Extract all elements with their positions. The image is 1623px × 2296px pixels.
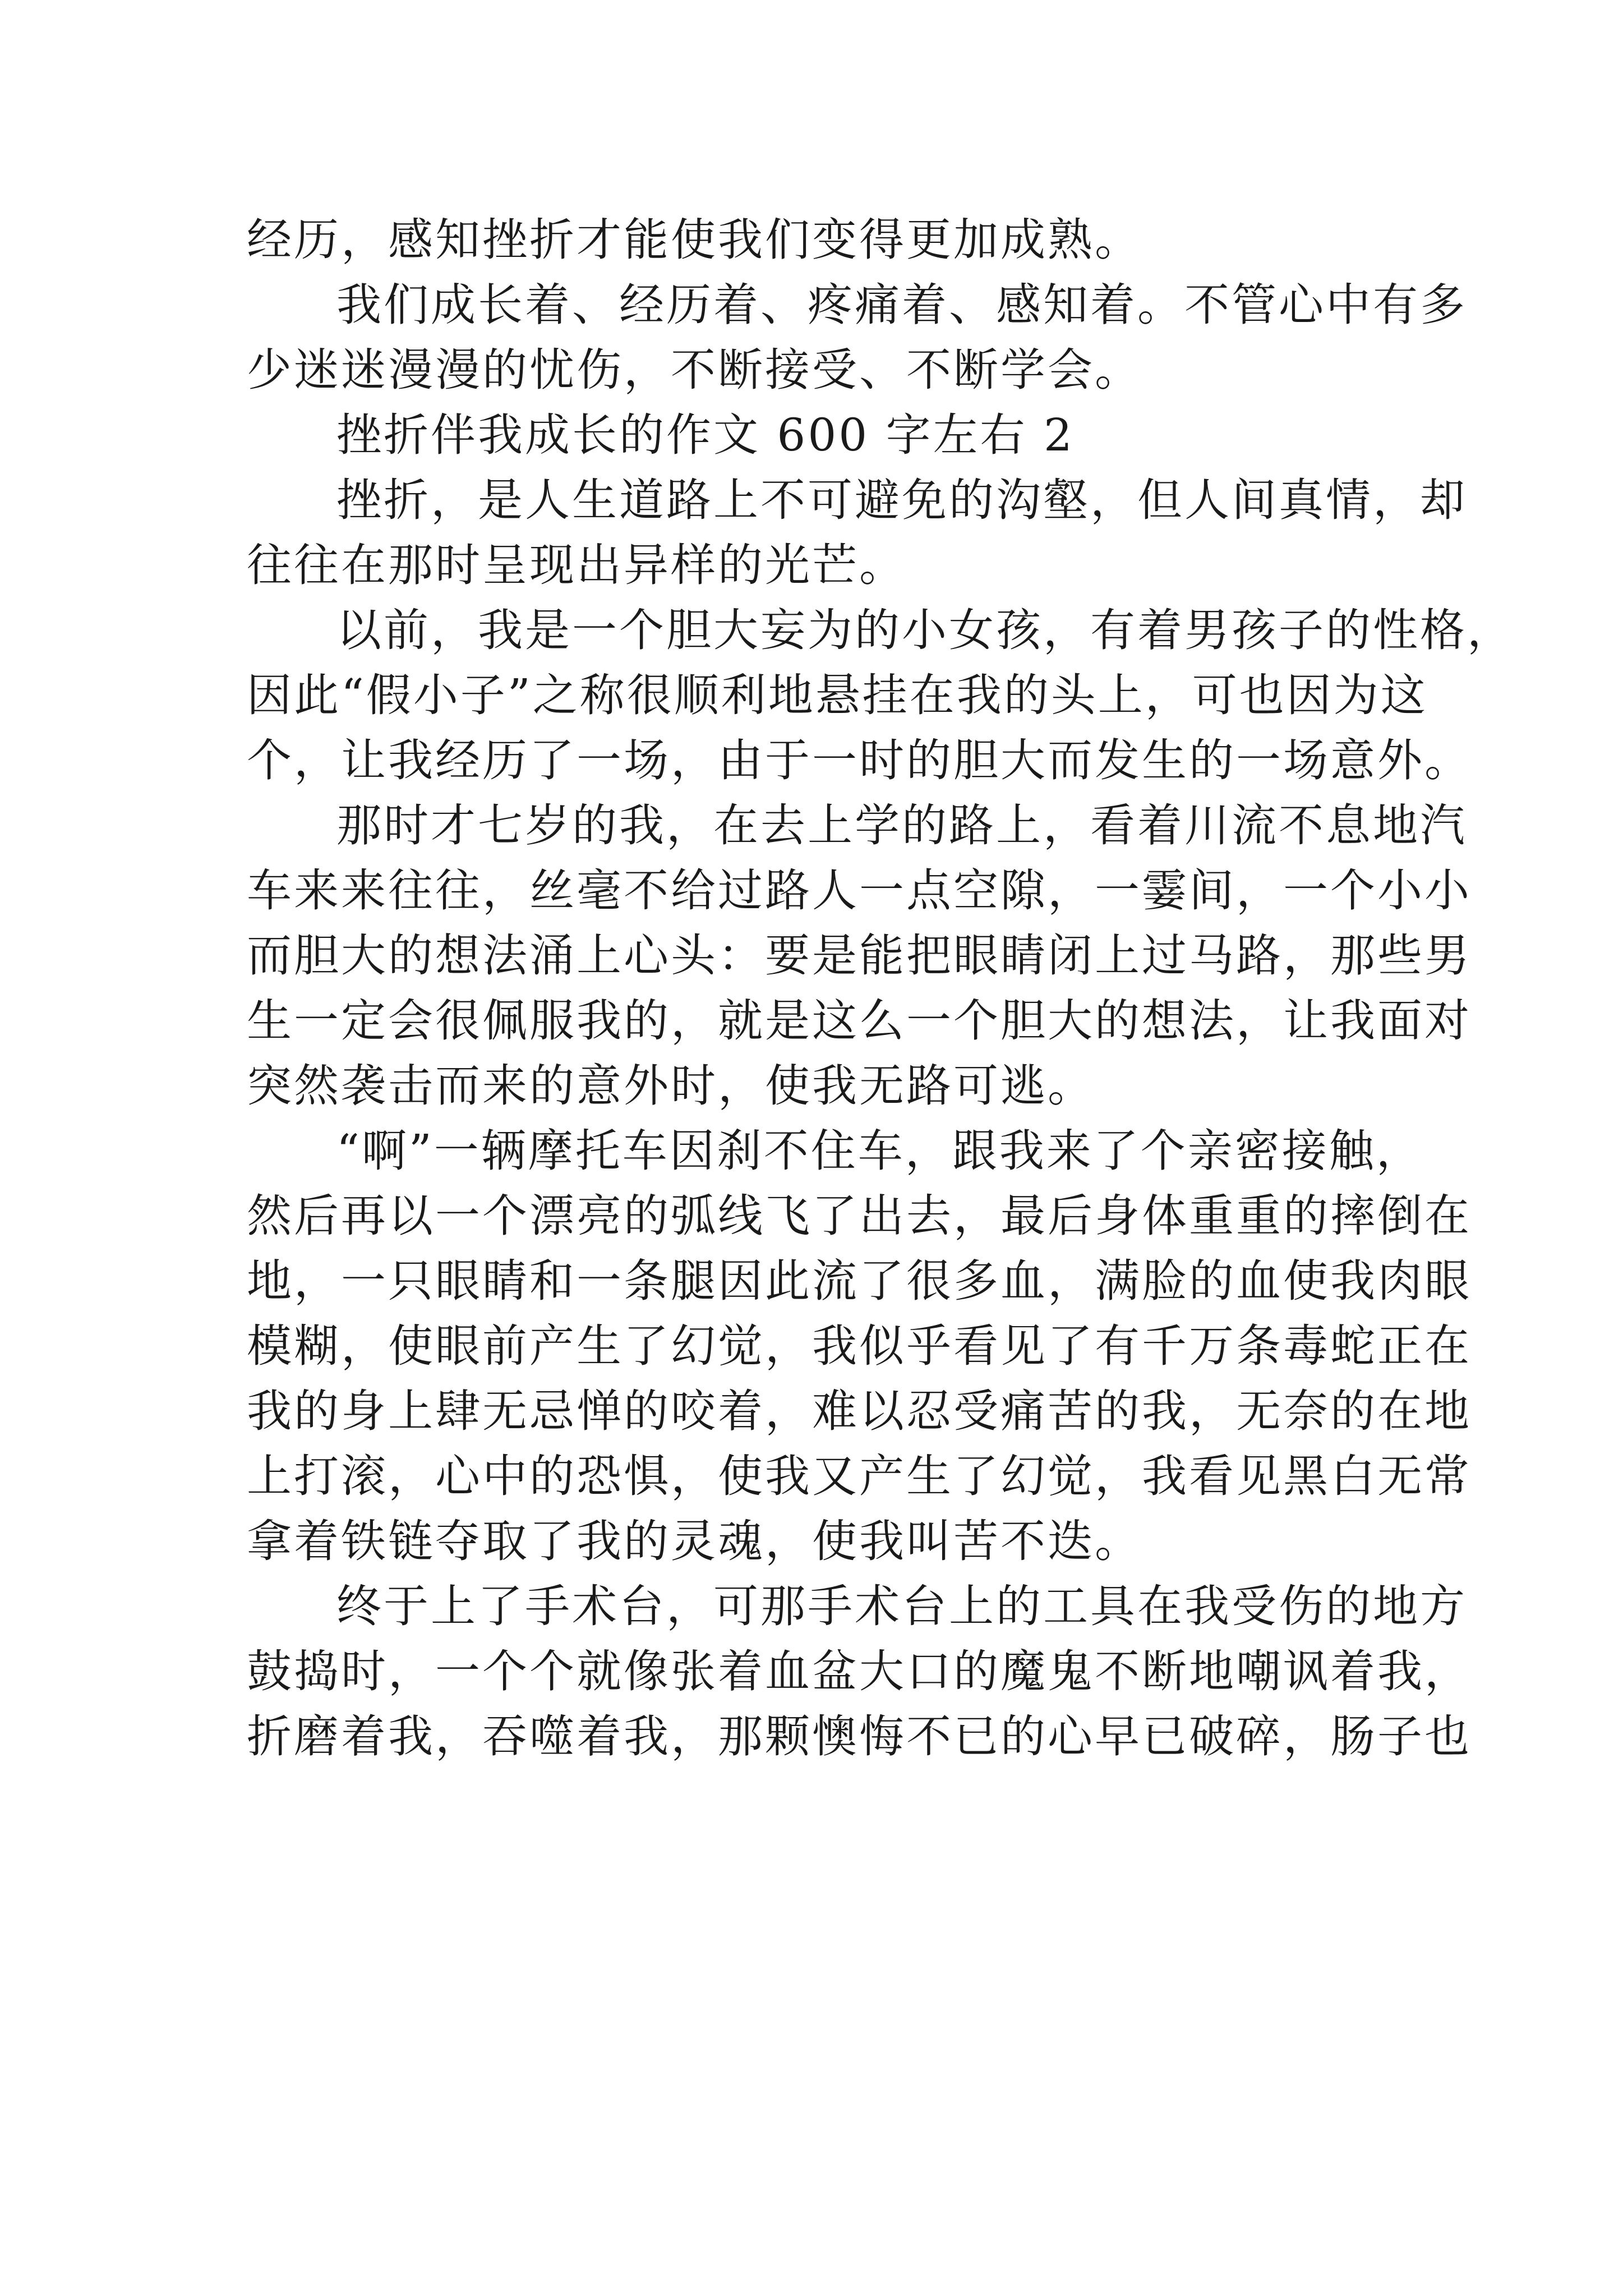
text-line: 个，让我经历了一场，由于一时的胆大而发生的一场意外。 <box>247 734 1472 786</box>
text-line: 上打滚，心中的恐惧，使我又产生了幻觉，我看见黑白无常 <box>247 1450 1472 1502</box>
text-line: 生一定会很佩服我的，就是这么一个胆大的想法，让我面对 <box>247 995 1472 1047</box>
text-line: 经历，感知挫折才能使我们变得更加成熟。 <box>247 214 1142 266</box>
text-line: 车来来往往，丝毫不给过路人一点空隙，一霎间，一个小小 <box>247 864 1472 917</box>
text-line: 终于上了手术台，可那手术台上的工具在我受伤的地方 <box>336 1580 1467 1632</box>
text-line: 我们成长着、经历着、疼痛着、感知着。不管心中有多 <box>336 279 1467 331</box>
text-line: 突然袭击而来的意外时，使我无路可逃。 <box>247 1060 1095 1112</box>
text-line: 然后再以一个漂亮的弧线飞了出去，最后身体重重的摔倒在 <box>247 1190 1472 1242</box>
text-line: 少迷迷漫漫的忧伤，不断接受、不断学会。 <box>247 344 1142 396</box>
text-line: 模糊，使眼前产生了幻觉，我似乎看见了有千万条毒蛇正在 <box>247 1320 1472 1372</box>
section-title: 挫折伴我成长的作文 600 字左右 2 <box>336 409 1075 461</box>
text-line: 挫折，是人生道路上不可避免的沟壑，但人间真情，却 <box>336 474 1467 526</box>
text-line: “啊”一辆摩托车因刹不住车，跟我来了个亲密接触， <box>336 1125 1423 1177</box>
text-line: 往往在那时呈现出异样的光芒。 <box>247 539 906 591</box>
text-line: 因此“假小子”之称很顺利地悬挂在我的头上，可也因为这 <box>247 669 1428 721</box>
text-line: 拿着铁链夺取了我的灵魂，使我叫苦不迭。 <box>247 1515 1142 1567</box>
text-line: 而胆大的想法涌上心头：要是能把眼睛闭上过马路，那些男 <box>247 930 1472 982</box>
text-line: 鼓捣时，一个个就像张着血盆大口的魔鬼不断地嘲讽着我， <box>247 1645 1472 1697</box>
text-line: 那时才七岁的我，在去上学的路上，看着川流不息地汽 <box>336 799 1467 852</box>
text-line: 折磨着我，吞噬着我，那颗懊悔不已的心早已破碎，肠子也 <box>247 1710 1472 1763</box>
document-body <box>247 208 1514 1769</box>
text-line: 地，一只眼睛和一条腿因此流了很多血，满脸的血使我肉眼 <box>247 1255 1472 1307</box>
text-line: 以前，我是一个胆大妄为的小女孩，有着男孩子的性格， <box>336 604 1514 656</box>
text-line: 我的身上肆无忌惮的咬着，难以忍受痛苦的我，无奈的在地 <box>247 1385 1472 1437</box>
